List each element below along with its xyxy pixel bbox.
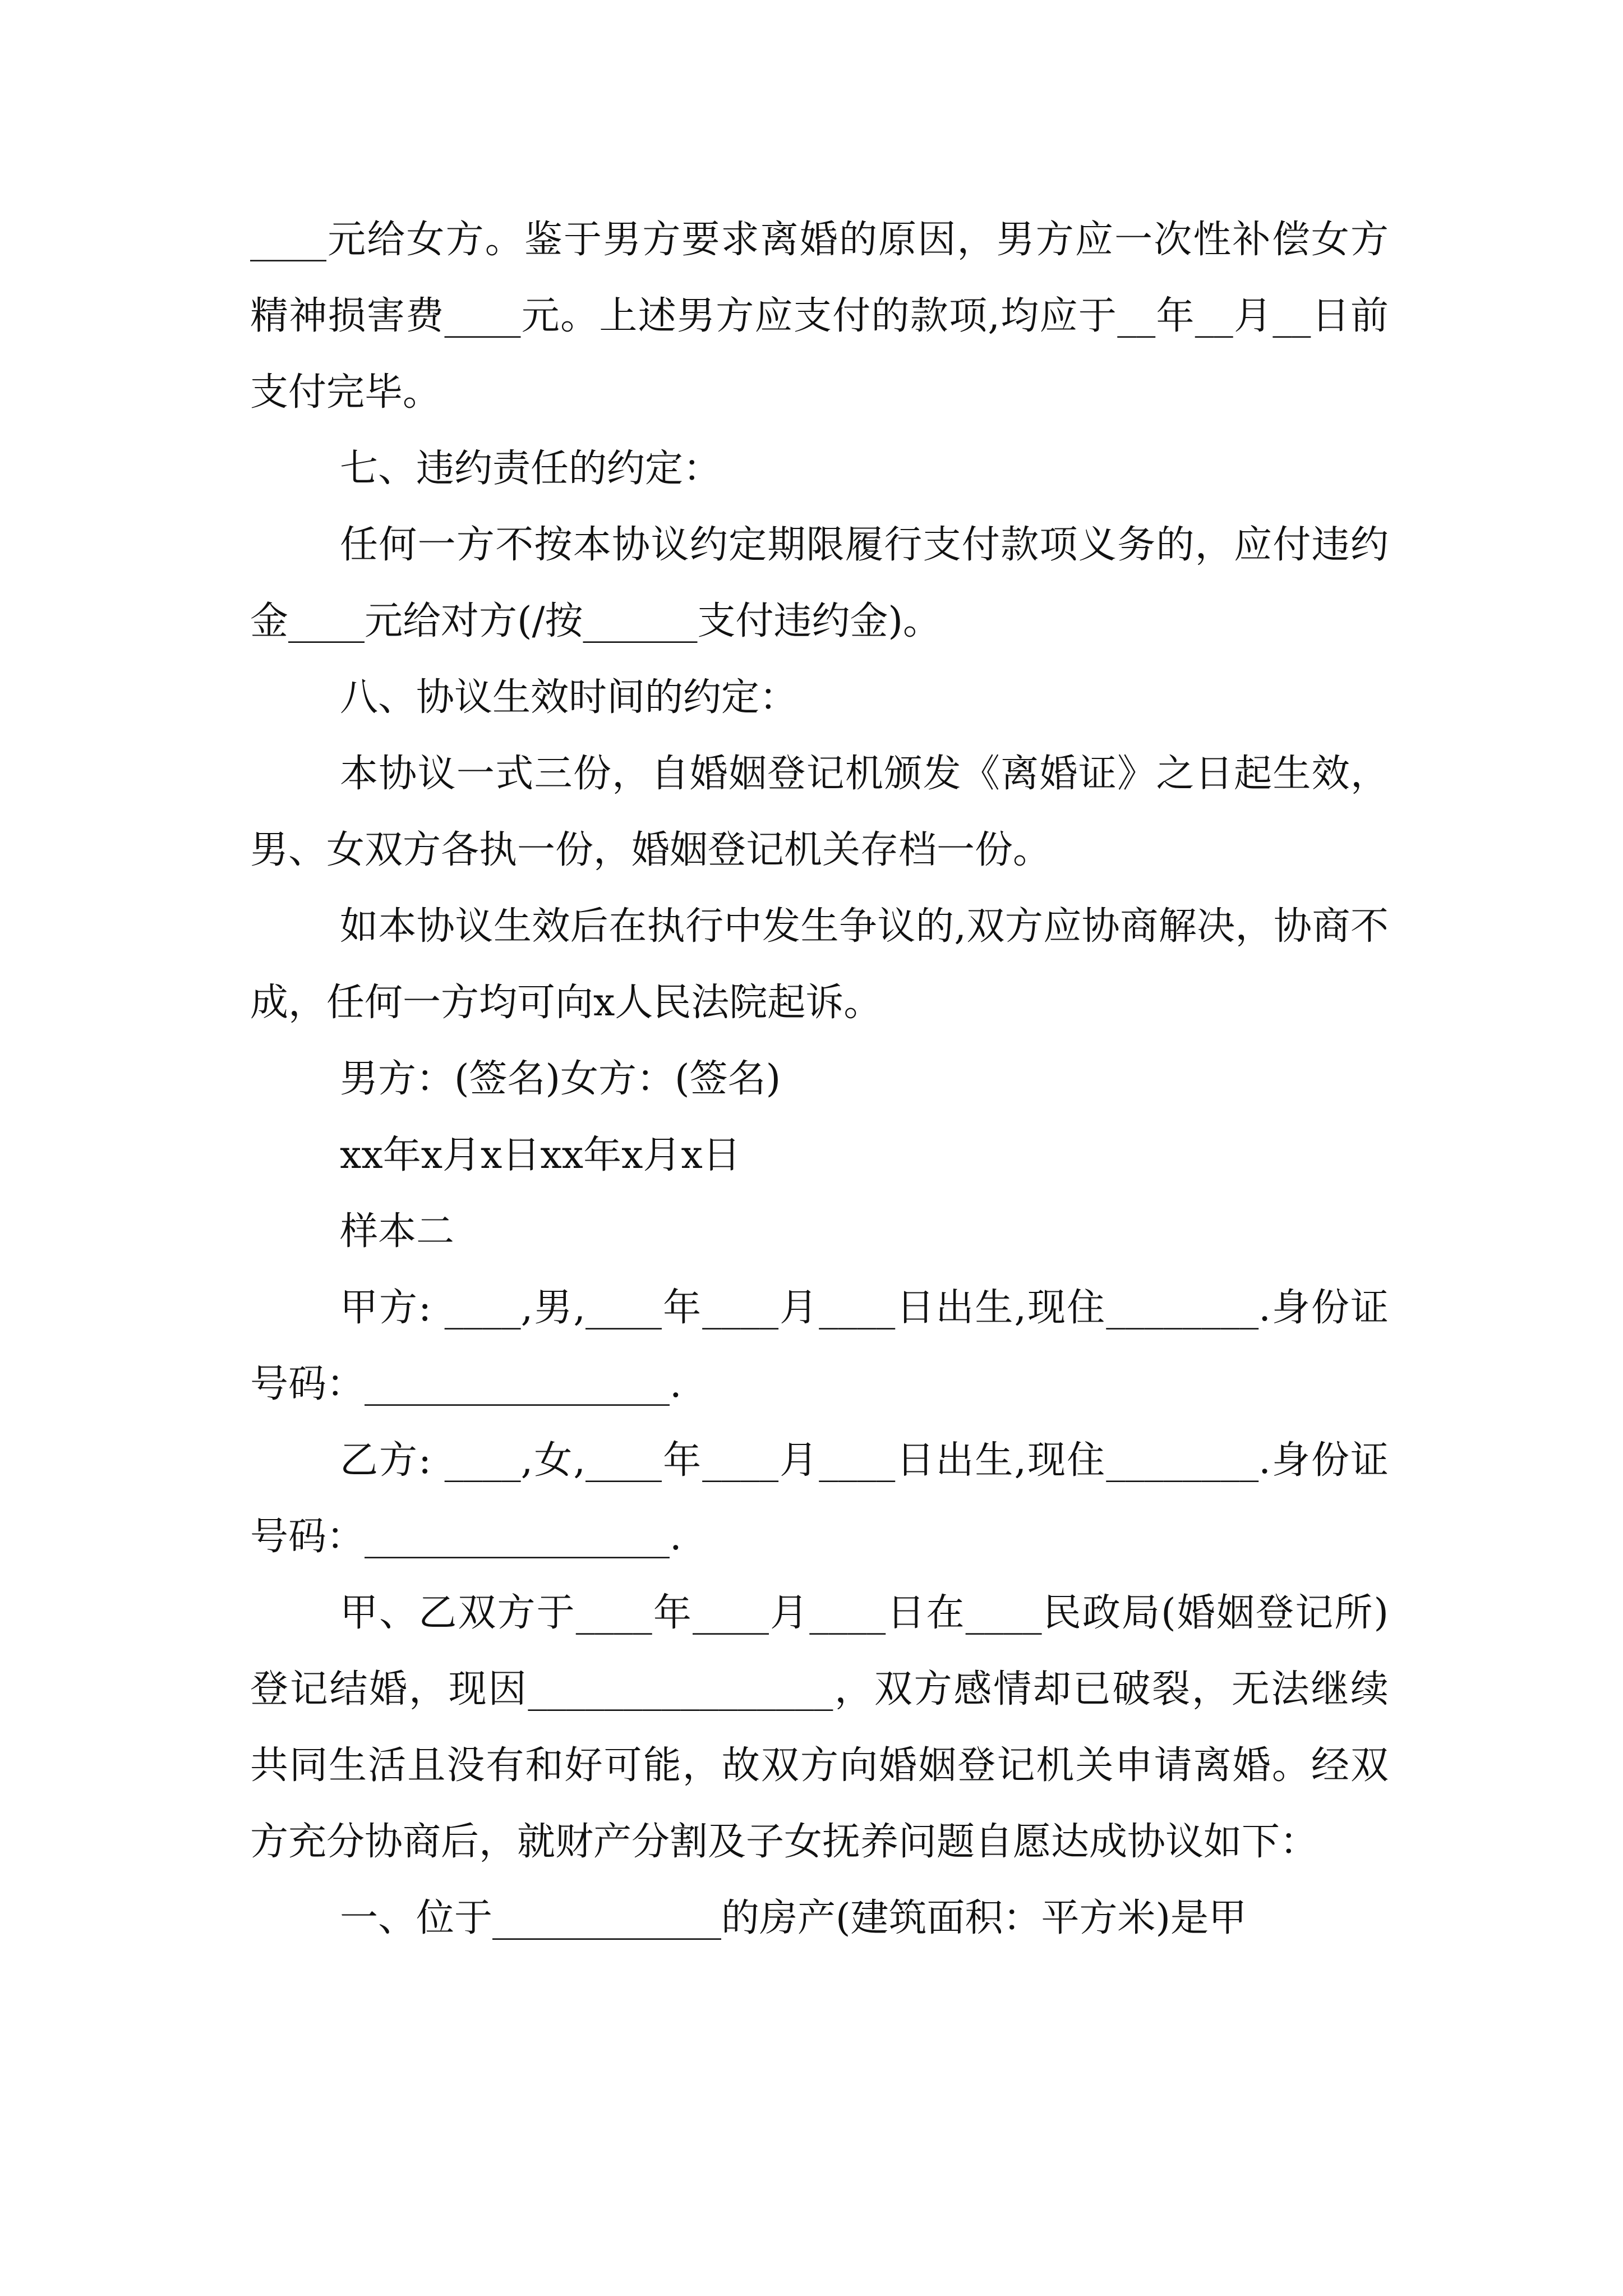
heading-effective-time: 八、协议生效时间的约定： bbox=[340, 675, 798, 720]
paragraph-property-clause: 一、位于____________的房产(建筑面积：平方米)是甲 bbox=[340, 1896, 1247, 1940]
paragraph-breach-penalty: 任何一方不按本协议约定期限履行支付款项义务的，应付违约金____元给对方(/按______支付违约金)。 bbox=[250, 523, 1389, 643]
party-a-info: 甲方: ____,男,____年____月____日出生,现住________.身份证号码：________________. bbox=[250, 1286, 1389, 1406]
paragraph-marriage-registration: 甲、乙双方于____年____月____日在____民政局(婚姻登记所)登记结婚，现因________________，双方感情却已破裂，无法继续共同生活且没有和好可能，故双方向婚姻登记机关申请离婚。经双方充分协商后，就财产分割及子女抚养问题自愿达成协议如下： bbox=[250, 1591, 1389, 1864]
signature-line: 男方：(签名)女方：(签名) bbox=[340, 1057, 781, 1101]
sample-two-title: 样本二 bbox=[340, 1209, 455, 1254]
party-b-info: 乙方: ____,女,____年____月____日出生,现住________.身份证号码：________________. bbox=[250, 1438, 1389, 1559]
paragraph-copies: 本协议一式三份，自婚姻登记机颁发《离婚证》之日起生效，男、女双方各执一份，婚姻登记机关存档一份。 bbox=[250, 752, 1389, 872]
paragraph-compensation: ____元给女方。鉴于男方要求离婚的原因，男方应一次性补偿女方精神损害费____元。上述男方应支付的款项,均应于__年__月__日前支付完毕。 bbox=[250, 218, 1389, 415]
document-body bbox=[250, 202, 1389, 1957]
date-line: xx年x月x日xx年x月x日 bbox=[340, 1133, 741, 1177]
heading-breach-liability: 七、违约责任的约定： bbox=[340, 447, 722, 491]
paragraph-dispute: 如本协议生效后在执行中发生争议的,双方应协商解决，协商不成，任何一方均可向x人民法院起诉。 bbox=[250, 904, 1389, 1025]
